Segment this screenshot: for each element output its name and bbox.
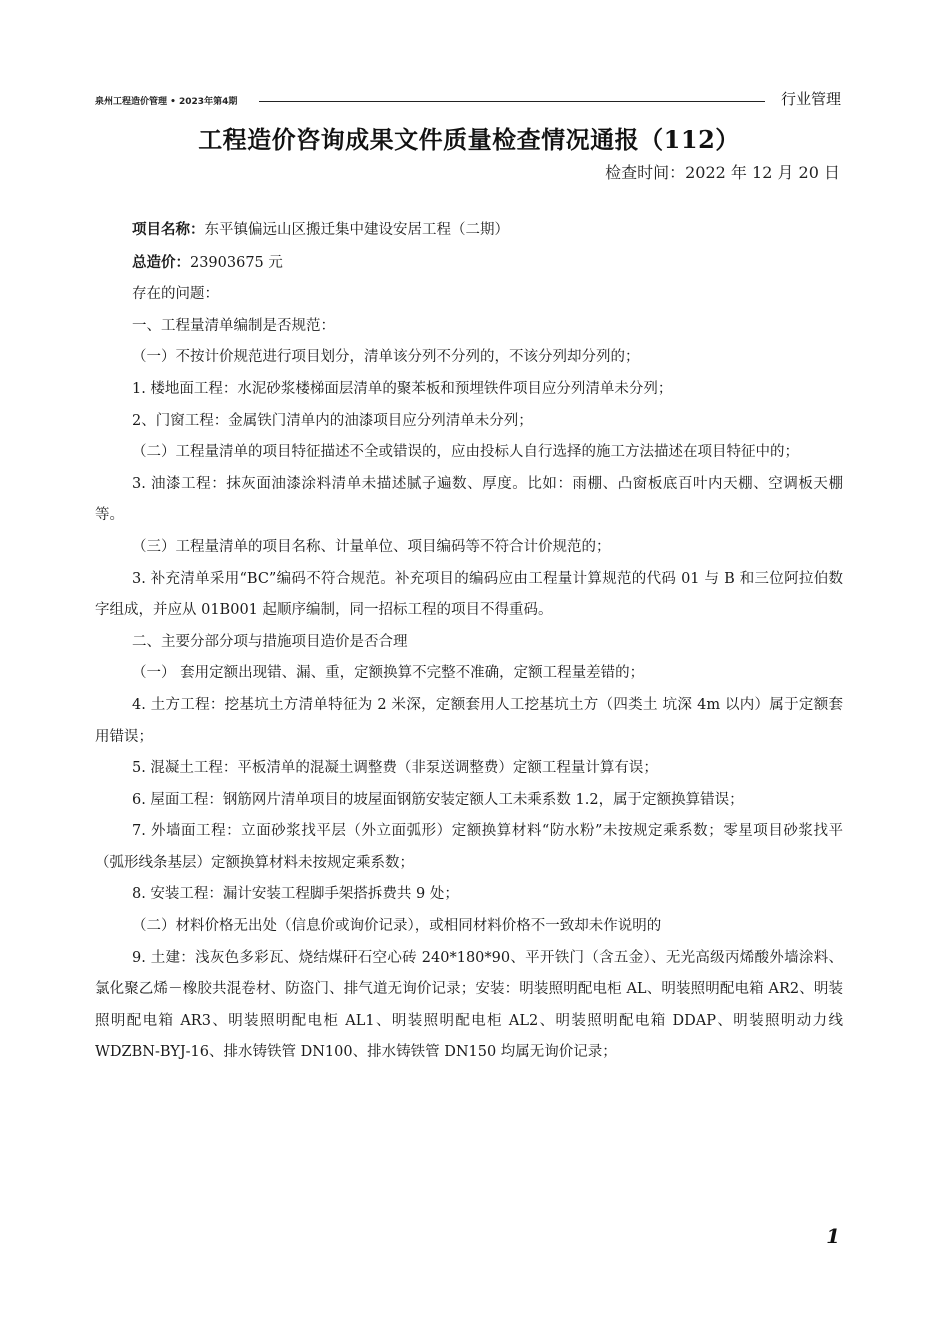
paragraph: 5. 混凝土工程：平板清单的混凝土调整费（非泵送调整费）定额工程量计算有误； [131, 760, 658, 777]
paragraph: 1. 楼地面工程：水泥砂浆楼梯面层清单的聚苯板和预埋铁件项目应分列清单未分列； [131, 380, 673, 397]
paragraph: 6. 屋面工程：钢筋网片清单项目的坡屋面钢筋安装定额人工未乘系数 1.2，属于定额换算错误； [131, 791, 744, 808]
running-header [95, 88, 843, 112]
header-rule [259, 101, 765, 102]
project-name-line [95, 214, 843, 247]
project-name-value: 东平镇偏远山区搬迁集中建设安居工程（二期） [204, 222, 509, 238]
inspection-date: 检查时间：2022 年 12 月 20 日 [605, 163, 840, 182]
paragraph: 9. 土建：浅灰色多彩瓦、烧结煤矸石空心砖 240*180*90、平开铁门（含五金）、无光高级丙烯酸外墙涂料、氯化聚乙烯－橡胶共混卷材、防盗门、排气道无询价记录；安装：明装照明配电柜 AL、明装照明配电箱 AR2、明装照明配电箱 AR3、明装照明配电柜 AL1、明装照明配电柜 AL2、明装照明配电箱 DDAP、明装照明动力线 WDZBN-BYJ-16、排水铸铁管 DN100、排水铸铁管 DN150 均属无询价记录； [95, 949, 843, 1061]
paragraph: （三）工程量清单的项目名称、计量单位、项目编码等不符合计价规范的； [131, 538, 611, 555]
total-cost-value: 23903675 元 [189, 254, 283, 271]
project-name-label: 项目名称： [131, 221, 205, 238]
paragraph: 4. 土方工程：挖基坑土方清单特征为 2 米深，定额套用人工挖基坑土方（四类土 坑深 4m 以内）属于定额套用错误； [95, 696, 843, 745]
paragraph: 3. 油漆工程：抹灰面油漆涂料清单未描述腻子遍数、厚度。比如：雨棚、凸窗板底百叶内天棚、空调板天棚等。 [95, 475, 843, 524]
page-title: 工程造价咨询成果文件质量检查情况通报（112） [198, 125, 740, 154]
paragraph: 二、主要分部分项与措施项目造价是否合理 [131, 633, 408, 650]
paragraph: （二）工程量清单的项目特征描述不全或错误的，应由投标人自行选择的施工方法描述在项目特征中的； [131, 444, 799, 461]
document-body [95, 214, 843, 1069]
paragraph: 一、工程量清单编制是否规范： [131, 317, 335, 334]
paragraph: 存在的问题： [131, 286, 219, 303]
total-cost-label: 总造价： [131, 253, 190, 271]
page-number: 1 [826, 1224, 840, 1248]
section-name: 行业管理 [780, 90, 841, 108]
paragraph: （一） 套用定额出现错、漏、重，定额换算不完整不准确，定额工程量差错的； [131, 665, 645, 682]
paragraph: （二）材料价格无出处（信息价或询价记录），或相同材料价格不一致却未作说明的 [131, 918, 662, 935]
paragraph: 8. 安装工程：漏计安装工程脚手架搭拆费共 9 处； [131, 886, 459, 903]
journal-issue: 泉州工程造价管理 • 2023年第4期 [95, 97, 238, 107]
paragraph: （一）不按计价规范进行项目划分，清单该分列不分列的，不该分列却分列的； [131, 349, 640, 366]
total-cost-line [95, 247, 843, 280]
paragraph: 3. 补充清单采用“BC”编码不符合规范。补充项目的编码应由工程量计算规范的代码 01 与 B 和三位阿拉伯数字组成，并应从 01B001 起顺序编制，同一招标工程的项目不得重码。 [95, 570, 843, 619]
paragraph: 2、门窗工程：金属铁门清单内的油漆项目应分列清单未分列； [131, 412, 533, 429]
paragraph: 7. 外墙面工程：立面砂浆找平层（外立面弧形）定额换算材料“防水粉”未按规定乘系数；零星项目砂浆找平（弧形线条基层）定额换算材料未按规定乘系数； [95, 823, 843, 871]
